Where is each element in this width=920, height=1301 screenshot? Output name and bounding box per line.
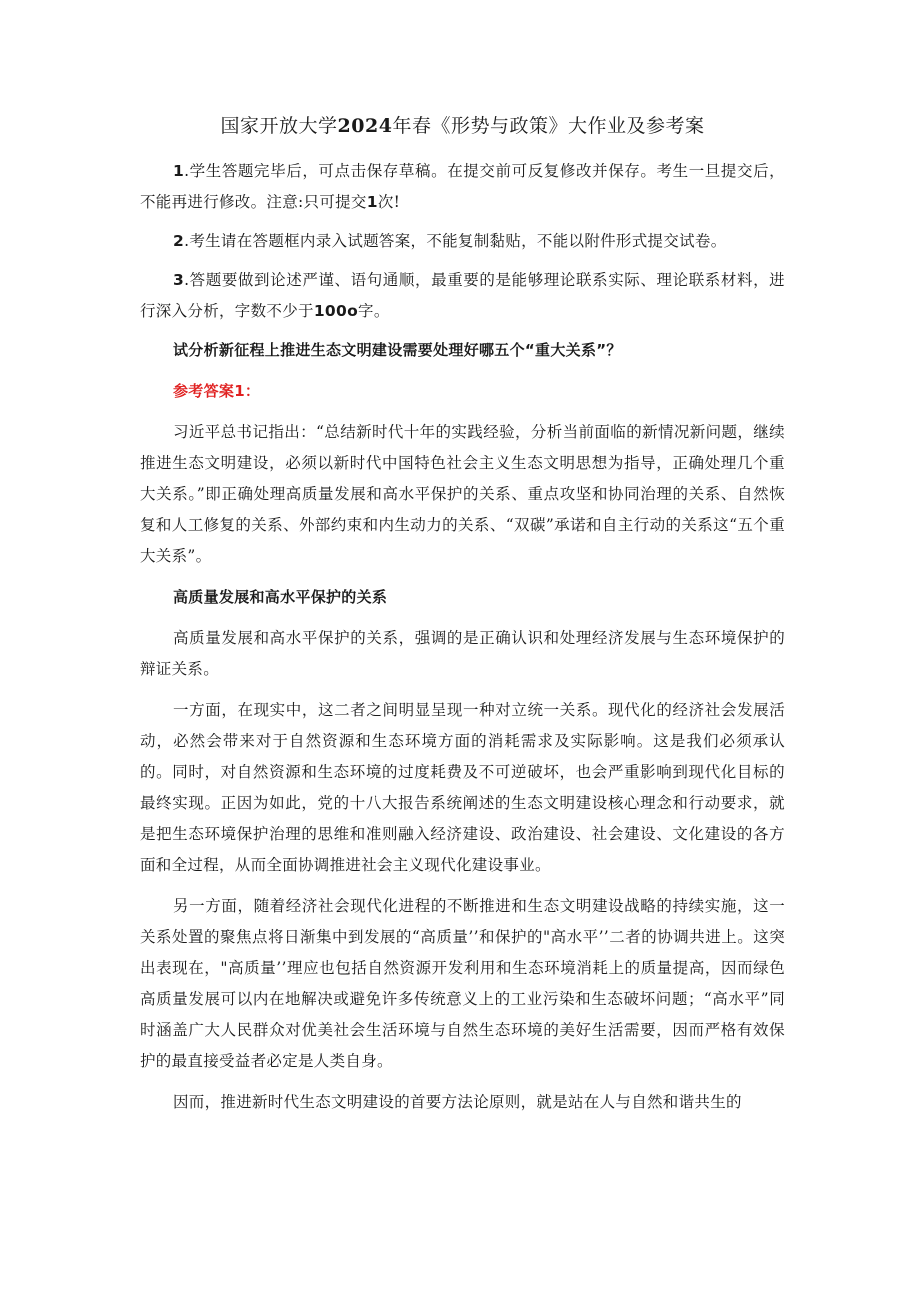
section-heading: 高质量发展和高水平保护的关系 — [173, 588, 388, 606]
notice-bold: 100o — [313, 302, 359, 320]
question-heading — [140, 335, 785, 366]
answer-label-line — [140, 376, 785, 407]
notice-number: 3 — [173, 271, 185, 289]
notice-2 — [140, 226, 785, 257]
document-title — [140, 112, 785, 140]
section-paragraph-2: 一方面，在现实中，这二者之间明显呈现一种对立统一关系。现代化的经济社会发展活动，必然会带来对于自然资源和生态环境方面的消耗需求及实际影响。这是我们必须承认的。同时，对自然资源和生态环境的过度耗费及不可逆破坏，也会严重影响到现代化目标的最终实现。正因为如此，党的十八大报告系统阐述的生态文明建设核心理念和行动要求，就是把生态环境保护治理的思维和准则融入经济建设、政治建设、社会建设、文化建设的各方面和全过程，从而全面协调推进社会主义现代化建设事业。 — [140, 701, 785, 874]
notice-text-end: 字。 — [358, 302, 390, 320]
notice-text: .学生答题完毕后，可点击保存草稿。在提交前可反复修改并保存。考生一旦提交后，不能再进行修改。注意:只可提交 — [140, 162, 785, 211]
section-paragraph-3: 另一方面，随着经济社会现代化进程的不断推进和生态文明建设战略的持续实施，这一关系处置的聚焦点将日渐集中到发展的“高质量’’和保护的"高水平’’二者的协调共进上。这突出表现在，"高质量’’理应也包括自然资源开发利用和生态环境消耗上的质量提高，因而绿色高质量发展可以内在地解决或避免许多传统意义上的工业污染和生态破坏问题；“高水平”同时涵盖广大人民群众对优美社会生活环境与自然生态环境的美好生活需要，因而严格有效保护的最直接受益者必定是人类自身。 — [140, 897, 785, 1070]
notice-text: .答题要做到论述严谨、语句通顺，最重要的是能够理论联系实际、理论联系材料，进行深入分析，字数不少于 — [140, 271, 785, 320]
section-paragraph-4: 因而，推进新时代生态文明建设的首要方法论原则，就是站在人与自然和谐共生的 — [173, 1093, 742, 1111]
notice-number: 1 — [173, 162, 185, 180]
title-prefix: 国家开放大学 — [220, 115, 338, 137]
answer-label: 参考答案1： — [173, 382, 261, 400]
notice-number: 2 — [173, 232, 185, 250]
notice-text: .考生请在答题框内录入试题答案，不能复制黏贴，不能以附件形式提交试卷。 — [184, 232, 727, 250]
question-text: 试分析新征程上推进生态文明建设需要处理好哪五个“重大关系”？ — [173, 341, 622, 359]
notice-bold: 1 — [366, 193, 378, 211]
title-suffix: 年春《形势与政策》大作业及参考案 — [392, 115, 705, 137]
notice-text-end: 次! — [377, 193, 401, 211]
section-paragraph-1: 高质量发展和高水平保护的关系，强调的是正确认识和处理经济发展与生态环境保护的辩证关系。 — [140, 629, 785, 678]
notice-3 — [140, 265, 785, 327]
answer-paragraph: 习近平总书记指出：“总结新时代十年的实践经验，分析当前面临的新情况新问题，继续推进生态文明建设，必须以新时代中国特色社会主义生态文明思想为指导，正确处理几个重大关系。”即正确处理高质量发展和高水平保护的关系、重点攻坚和协同治理的关系、自然恢复和人工修复的关系、外部约束和内生动力的关系、“双碳”承诺和自主行动的关系这“五个重大关系”。 — [140, 423, 785, 565]
notice-1 — [140, 156, 785, 218]
section-heading-line — [140, 582, 785, 613]
title-year: 2024 — [337, 115, 393, 137]
document-body — [140, 112, 785, 1128]
